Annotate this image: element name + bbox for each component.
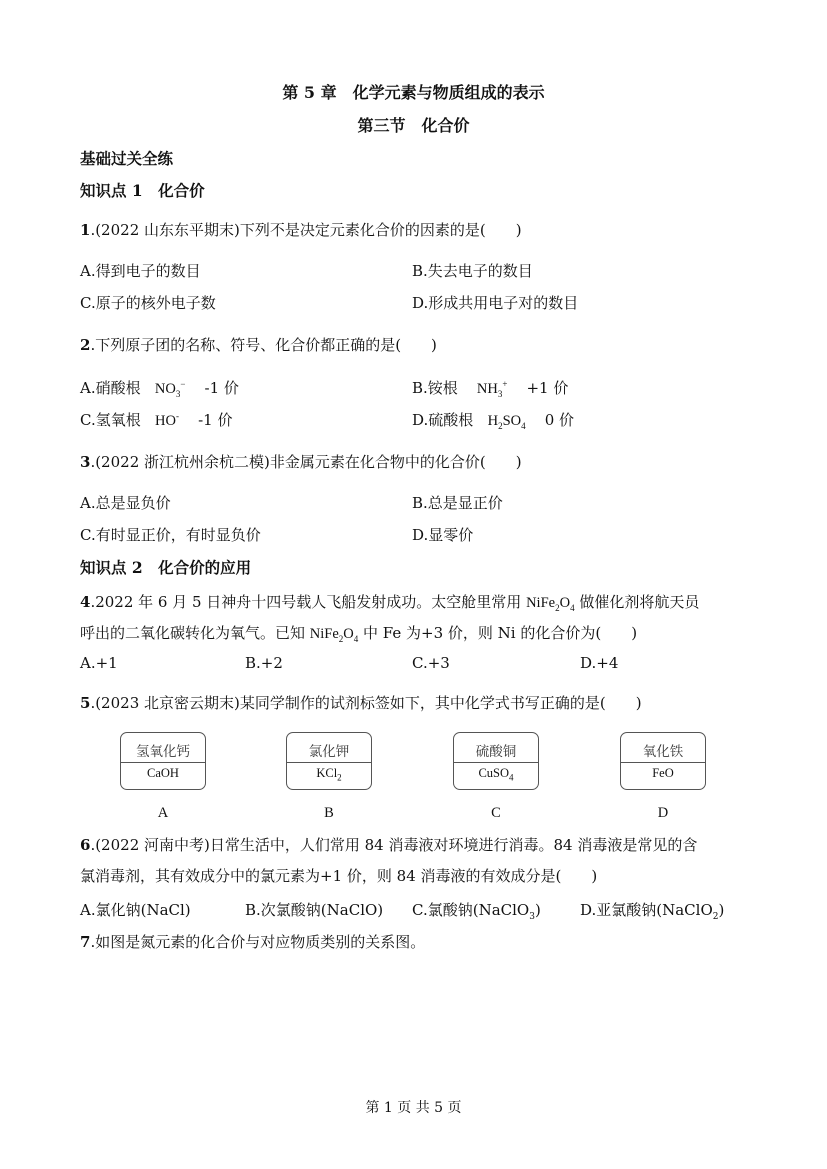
question-1 xyxy=(80,219,522,240)
reagent-name: 氯化钾 xyxy=(308,744,350,760)
question-6-line-1 xyxy=(80,834,697,855)
reagent-name: 氧化铁 xyxy=(642,744,684,760)
reagent-formula: CuSO$_4$ xyxy=(478,766,514,783)
question-number: 6 xyxy=(80,836,91,854)
q4-option-b: B.+2 xyxy=(245,654,283,672)
question-number: 3 xyxy=(80,453,91,471)
option-label: C.氢氧根 xyxy=(80,411,141,429)
valence-value: 0 价 xyxy=(544,411,574,429)
q6-option-c: C.氯酸钠(NaClO$_3$) xyxy=(412,901,541,922)
knowledge-point-1: 知识点 1 化合价 xyxy=(80,181,205,200)
reagent-label-d xyxy=(620,732,706,790)
label-letter-d: D xyxy=(657,805,669,821)
question-number: 5 xyxy=(80,694,91,712)
page-footer: 第 1 页 共 5 页 xyxy=(365,1100,462,1116)
chemical-formula: $NO_3^-$ xyxy=(154,379,186,399)
label-letter-a: A xyxy=(157,805,169,821)
q1-option-a: A.得到电子的数目 xyxy=(80,262,201,280)
chemical-formula: $NH_3^+$ xyxy=(476,379,508,399)
q2-option-a xyxy=(80,377,239,398)
valence-value: +1 价 xyxy=(526,379,569,397)
q3-option-a: A.总是显负价 xyxy=(80,494,171,512)
question-stem: .如图是氮元素的化合价与对应物质类别的关系图。 xyxy=(90,933,426,951)
q4-option-a: A.+1 xyxy=(80,654,118,672)
question-number: 1 xyxy=(80,221,91,239)
question-stem: 呼出的二氧化碳转化为氧气。已知 xyxy=(80,624,310,642)
question-stem: .2022 年 6 月 5 日神舟十四号载人飞船发射成功。太空舱里常用 xyxy=(90,593,527,611)
chapter-title: 第 5 章 化学元素与物质组成的表示 xyxy=(282,83,545,102)
question-4-line-2 xyxy=(80,622,637,643)
question-2 xyxy=(80,334,437,355)
chemical-formula: $H_2SO_4$ xyxy=(487,413,526,431)
question-number: 7 xyxy=(80,933,91,951)
reagent-formula: KCl$_2$ xyxy=(316,766,342,783)
question-7 xyxy=(80,931,425,952)
label-letter-b: B xyxy=(324,805,334,821)
question-stem: 做催化剂将航天员 xyxy=(574,593,700,611)
q3-option-c: C.有时显正价，有时显负价 xyxy=(80,526,261,544)
question-stem: .(2022 山东东平期末)下列不是决定元素化合价的因素的是( ) xyxy=(90,221,522,239)
practice-heading: 基础过关全练 xyxy=(80,149,174,168)
question-number: 4 xyxy=(80,593,91,611)
question-6-line-2: 氯消毒剂，其有效成分中的氯元素为+1 价，则 84 消毒液的有效成分是( ) xyxy=(80,867,598,885)
chemical-formula: $NiFe_2O_4$ xyxy=(526,595,575,613)
question-stem: .(2023 北京密云期末)某同学制作的试剂标签如下，其中化学式书写正确的是( ) xyxy=(90,694,642,712)
label-letter-c: C xyxy=(491,805,501,821)
question-stem: .(2022 浙江杭州余杭二模)非金属元素在化合物中的化合价( ) xyxy=(90,453,522,471)
valence-value: -1 价 xyxy=(204,379,239,397)
option-label: A.硝酸根 xyxy=(80,379,141,397)
q3-option-d: D.显零价 xyxy=(412,526,474,544)
reagent-formula: FeO xyxy=(652,766,674,780)
q6-option-d: D.亚氯酸钠(NaClO$_2$) xyxy=(580,901,725,922)
q2-option-c xyxy=(80,409,232,430)
q2-option-d xyxy=(412,409,574,430)
q4-option-c: C.+3 xyxy=(412,654,450,672)
section-title: 第三节 化合价 xyxy=(357,116,470,135)
reagent-label-b xyxy=(286,732,372,790)
q4-option-d: D.+4 xyxy=(580,654,619,672)
knowledge-point-2: 知识点 2 化合价的应用 xyxy=(80,558,252,577)
question-3 xyxy=(80,451,522,472)
question-stem: .(2022 河南中考)日常生活中，人们常用 84 消毒液对环境进行消毒。84 消毒液是常见的含 xyxy=(90,836,698,854)
option-label: B.铵根 xyxy=(412,379,458,397)
q1-option-d: D.形成共用电子对的数目 xyxy=(412,294,579,312)
chemical-formula: $NiFe_2O_4$ xyxy=(309,626,359,644)
reagent-label-a xyxy=(120,732,206,790)
reagent-name: 硫酸铜 xyxy=(475,744,517,760)
q6-option-a: A.氯化钠(NaCl) xyxy=(80,901,191,919)
q1-option-b: B.失去电子的数目 xyxy=(412,262,533,280)
option-label: D.硫酸根 xyxy=(412,411,474,429)
reagent-name: 氢氧化钙 xyxy=(136,744,190,760)
question-4-line-1 xyxy=(80,591,699,612)
chemical-formula: HO- xyxy=(155,411,179,429)
question-stem: 中 Fe 为+3 价，则 Ni 的化合价为( ) xyxy=(358,624,638,642)
q1-option-c: C.原子的核外电子数 xyxy=(80,294,216,312)
reagent-formula: CaOH xyxy=(147,766,179,780)
question-number: 2 xyxy=(80,336,91,354)
reagent-label-c xyxy=(453,732,539,790)
valence-value: -1 价 xyxy=(198,411,233,429)
q3-option-b: B.总是显正价 xyxy=(412,494,503,512)
question-stem: .下列原子团的名称、符号、化合价都正确的是( ) xyxy=(90,336,437,354)
question-5 xyxy=(80,692,642,713)
q6-option-b: B.次氯酸钠(NaClO) xyxy=(245,901,384,919)
q2-option-b xyxy=(412,377,568,398)
